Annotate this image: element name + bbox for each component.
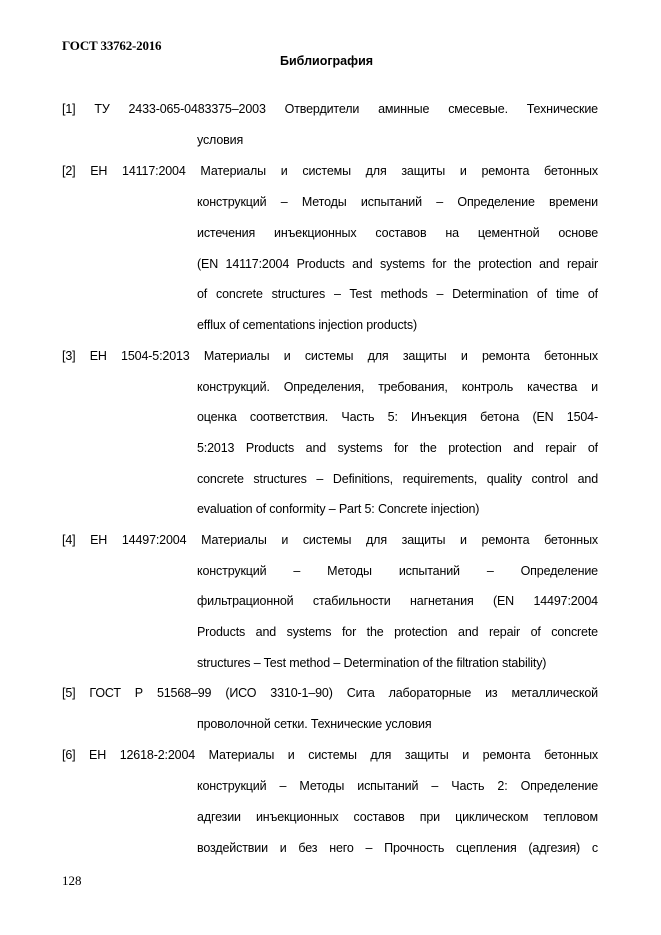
bibliography-entry-2-line-3: истечения инъекционных составов на цементной основе bbox=[197, 226, 598, 240]
bibliography-entry-1-line-1: [1] ТУ 2433-065-0483375–2003 Отвердители аминные смесевые. Технические bbox=[62, 102, 598, 116]
bibliography-entry-2-line-5: of concrete structures – Test methods – Determination of time of bbox=[197, 287, 598, 301]
bibliography-entry-3-line-5: concrete structures – Definitions, requirements, quality control and bbox=[197, 472, 598, 486]
bibliography-entry-5-line-2: проволочной сетки. Технические условия bbox=[197, 717, 432, 731]
bibliography-entry-2-line-1: [2] ЕН 14117:2004 Материалы и системы для защиты и ремонта бетонных bbox=[62, 164, 598, 178]
bibliography-entry-3-line-1: [3] ЕН 1504-5:2013 Материалы и системы для защиты и ремонта бетонных bbox=[62, 349, 598, 363]
bibliography-entry-6-line-4: воздействии и без него – Прочность сцепления (адгезия) с bbox=[197, 841, 598, 855]
bibliography-entry-5-line-1: [5] ГОСТ Р 51568–99 (ИСО 3310-1–90) Сита лабораторные из металлической bbox=[62, 686, 598, 700]
bibliography-entry-6-line-2: конструкций – Методы испытаний – Часть 2: Определение bbox=[197, 779, 598, 793]
bibliography-entry-3-line-2: конструкций. Определения, требования, контроль качества и bbox=[197, 380, 598, 394]
page-title: Библиография bbox=[280, 54, 374, 68]
bibliography-entry-4-line-3: фильтрационной стабильности нагнетания (EN 14497:2004 bbox=[197, 594, 598, 608]
bibliography-entry-2-line-2: конструкций – Методы испытаний – Определение времени bbox=[197, 195, 598, 209]
bibliography-entry-4-line-4: Products and systems for the protection and repair of concrete bbox=[197, 625, 598, 639]
page-number: 128 bbox=[62, 873, 82, 888]
bibliography-entry-2-line-4: (EN 14117:2004 Products and systems for the protection and repair bbox=[197, 257, 598, 271]
bibliography-entry-2-line-6: efflux of cementations injection products) bbox=[197, 318, 417, 332]
bibliography-entry-3-line-6: evaluation of conformity – Part 5: Concrete injection) bbox=[197, 502, 480, 516]
bibliography-entry-3-line-3: оценка соответствия. Часть 5: Инъекция бетона (EN 1504- bbox=[197, 410, 598, 424]
bibliography-entry-6-line-3: адгезии инъекционных составов при циклическом тепловом bbox=[197, 810, 598, 824]
document-code: ГОСТ 33762-2016 bbox=[62, 38, 162, 53]
bibliography-entry-4-line-5: structures – Test method – Determination of the filtration stability) bbox=[197, 656, 547, 670]
bibliography-entry-4-line-1: [4] ЕН 14497:2004 Материалы и системы для защиты и ремонта бетонных bbox=[62, 533, 598, 547]
bibliography-entry-4-line-2: конструкций – Методы испытаний – Определение bbox=[197, 564, 598, 578]
bibliography-entry-3-line-4: 5:2013 Products and systems for the protection and repair of bbox=[197, 441, 598, 455]
bibliography-entry-6-line-1: [6] ЕН 12618-2:2004 Материалы и системы для защиты и ремонта бетонных bbox=[62, 748, 598, 762]
bibliography-entry-1-line-2: условия bbox=[197, 133, 244, 147]
